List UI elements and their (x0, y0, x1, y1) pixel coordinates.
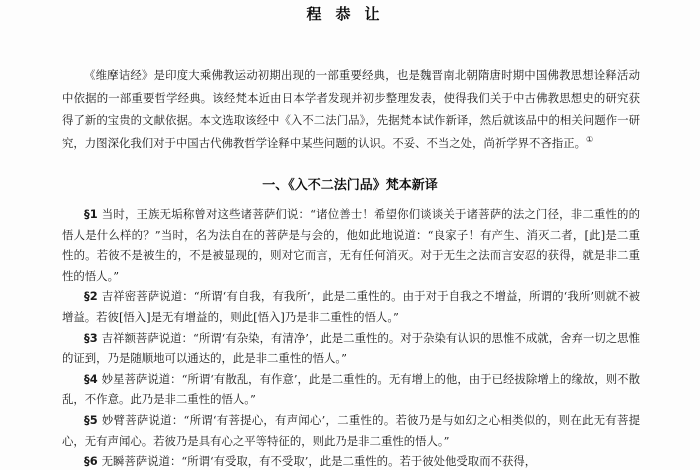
paragraph-text: 妙臂菩萨说道：“所谓‘有菩提心，有声闻心’，二重性的。若彼乃是与如幻之心相类似的，则在此无有菩提心，无有声闻心。若彼乃是具有心之平等特征的，则此乃是非二重性的悟人。” (62, 412, 640, 448)
footnote-marker[interactable]: ① (585, 134, 594, 144)
section-paragraph-1 (62, 204, 640, 286)
author-name: 程恭让 (306, 5, 394, 23)
section-paragraph-4 (62, 369, 640, 410)
section-number: §2 (84, 289, 98, 304)
section-paragraph-6 (62, 451, 640, 470)
section-number: §3 (84, 330, 98, 345)
paragraph-text: 吉祥密菩萨说道：“所谓‘有自我，有我所’，此是二重性的。由于对于自我之不增益，所谓的‘我所’则就不被增益。若彼[悟入]是无有增益的，则此[悟入]乃是非二重性的悟人。” (62, 289, 640, 324)
translation-body (62, 204, 640, 470)
paragraph-text: 当时，王族无垢称曾对这些诸菩萨们说：“诸位善士！希望你们谈谈关于诸菩萨的法之门径，非二重性的的悟人是什么样的？”当时，名为法自在的菩萨是与会的，他如此地说道：“良家子！有产生、消灭二者，[此]是二重性的。若彼不是被生的，不是被显现的，则对它而言，无有任何消灭。对于无生之法而言安忍的获得，就是非二重性的悟人。” (62, 207, 640, 283)
section-number: §5 (84, 412, 98, 427)
section-paragraph-5 (62, 410, 640, 451)
abstract-text: 《维摩诘经》是印度大乘佛教运动初期出现的一部重要经典，也是魏晋南北朝隋唐时期中国佛教思想诠释活动中依据的一部重要哲学经典。该经梵本近由日本学者发现并初步整理发表，使得我们关于中古佛教思想史的研究获得了新的宝贵的文献依据。本文选取该经中《入不二法门品》，先据梵本试作新译，然后就该品中的相关问题作一研究，力图深化我们对于中国古代佛教哲学诠释中某些问题的认识。不妥、不当之处，尚祈学界不吝指正。 (62, 68, 640, 150)
section-heading: 一、《入不二法门品》梵本新译 (262, 178, 438, 193)
paragraph-text: 妙星菩萨说道：“所谓‘有散乱，有作意’，此是二重性的。无有增上的他，由于已经拔除增上的缘故，则不散乱，不作意。此乃是非二重性的悟人。” (62, 371, 640, 407)
section-paragraph-2 (62, 286, 640, 327)
paragraph-text: 吉祥额菩萨说道：“所谓‘有杂染，有清净’，此是二重性的。对于杂染有认识的思惟不成就，舍弃一切之思惟的证到，乃是随顺地可以通达的，此是非二重性的悟人。” (62, 330, 640, 366)
section-number: §6 (84, 454, 98, 469)
section-paragraph-3 (62, 328, 640, 369)
section-number: §1 (84, 207, 98, 221)
abstract-paragraph (62, 64, 640, 154)
paragraph-text: 无瞬菩萨说道：“所谓‘有受取，有不受取’，此是二重性的。若于彼处他受取而不获得， (101, 454, 537, 469)
section-number: §4 (84, 371, 98, 386)
